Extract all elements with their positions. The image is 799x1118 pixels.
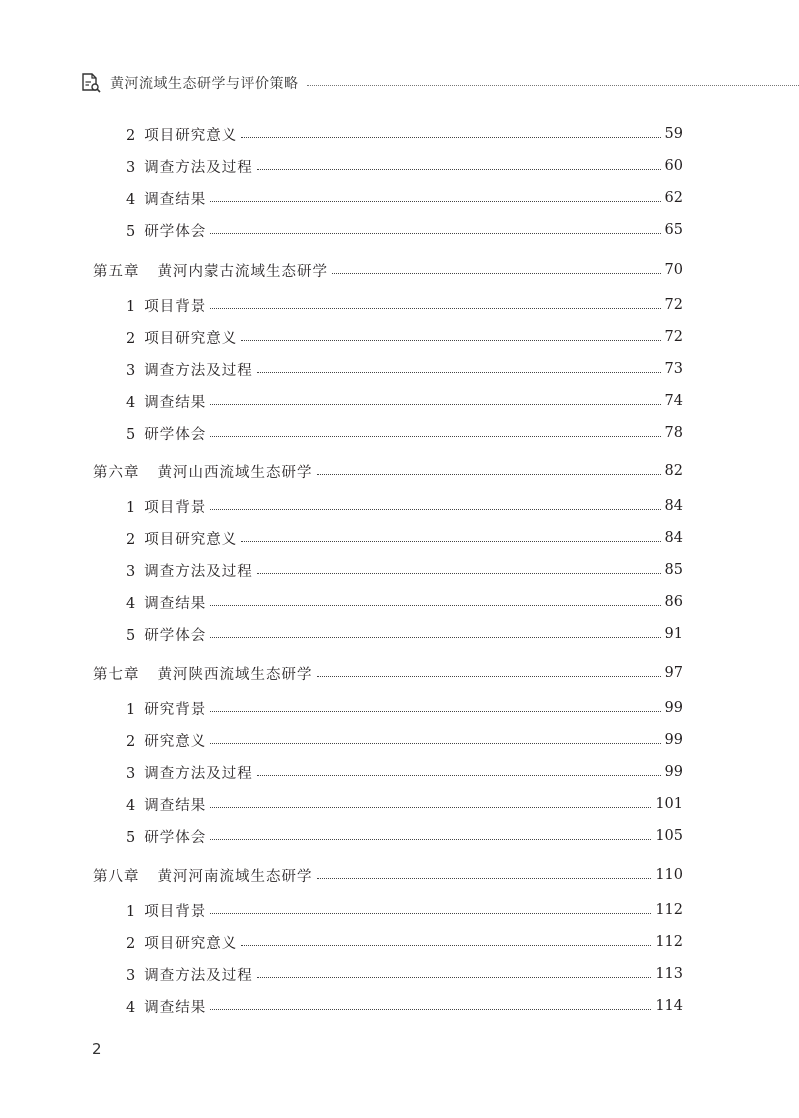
toc-section-entry[interactable]	[93, 526, 683, 550]
header-title: 黄河流域生态研学与评价策略	[110, 76, 299, 92]
toc-page-number: 112	[655, 902, 683, 918]
section-number: 2	[126, 330, 137, 347]
section-number: 2	[126, 531, 137, 548]
dot-leader	[210, 637, 660, 638]
dot-leader	[210, 404, 660, 405]
toc-section-entry[interactable]	[93, 696, 683, 720]
toc-entry-title: 研究意义	[144, 733, 207, 750]
toc-entry-label	[93, 865, 313, 886]
toc-page-number: 74	[664, 393, 683, 409]
toc-page-number: 73	[664, 361, 683, 377]
chapter-number: 第五章	[93, 263, 140, 280]
toc-section-entry[interactable]	[93, 728, 683, 752]
toc-entry-label	[93, 188, 206, 209]
toc-entry-label	[93, 932, 237, 953]
dot-leader	[210, 743, 660, 744]
toc-section-entry[interactable]	[93, 218, 683, 242]
dot-leader	[317, 474, 661, 475]
dot-leader	[241, 137, 660, 138]
toc-section-entry[interactable]	[93, 994, 683, 1018]
toc-page-number: 78	[664, 425, 683, 441]
toc-entry-title: 项目研究意义	[144, 531, 238, 548]
toc-section-entry[interactable]	[93, 389, 683, 413]
section-number: 3	[126, 967, 137, 984]
toc-page-number: 99	[664, 764, 683, 780]
toc-chapter-entry[interactable]	[93, 258, 683, 282]
toc-entry-title: 调查方法及过程	[144, 362, 253, 379]
chapter-number: 第七章	[93, 666, 140, 683]
toc-entry-label	[93, 730, 206, 751]
toc-section-entry[interactable]	[93, 122, 683, 146]
toc-entry-label	[93, 624, 206, 645]
toc-entry-title: 研学体会	[144, 223, 207, 240]
dot-leader	[241, 945, 651, 946]
section-number: 5	[126, 829, 137, 846]
section-number: 4	[126, 394, 137, 411]
toc-entry-label	[93, 528, 237, 549]
toc-entry-title: 调查方法及过程	[144, 765, 253, 782]
toc-entry-title: 研究背景	[144, 701, 207, 718]
chapter-number: 第八章	[93, 868, 140, 885]
toc-entry-title: 项目研究意义	[144, 127, 238, 144]
toc-entry-title: 调查结果	[144, 595, 207, 612]
dot-leader	[210, 839, 651, 840]
toc-section-entry[interactable]	[93, 293, 683, 317]
dot-leader	[210, 233, 660, 234]
toc-page-number: 101	[655, 796, 683, 812]
toc-entry-label	[93, 663, 313, 684]
section-number: 3	[126, 159, 137, 176]
section-number: 4	[126, 191, 137, 208]
toc-entry-title: 调查方法及过程	[144, 563, 253, 580]
dot-leader	[257, 977, 652, 978]
section-number: 3	[126, 563, 137, 580]
toc-entry-title: 项目研究意义	[144, 935, 238, 952]
toc-entry-label	[93, 900, 206, 921]
toc-page-number: 99	[664, 700, 683, 716]
dot-leader	[210, 201, 660, 202]
dot-leader	[210, 308, 660, 309]
dot-leader	[210, 605, 660, 606]
dot-leader	[257, 573, 661, 574]
toc-entry-label	[93, 391, 206, 412]
toc-page-number: 59	[664, 126, 683, 142]
toc-page-number: 114	[655, 998, 683, 1014]
toc-page-number: 82	[664, 463, 683, 479]
toc-section-entry[interactable]	[93, 590, 683, 614]
dot-leader	[241, 340, 660, 341]
toc-entry-label	[93, 794, 206, 815]
document-search-icon	[80, 72, 104, 94]
toc-entry-title: 调查结果	[144, 999, 207, 1016]
toc-page-number: 113	[655, 966, 683, 982]
toc-page-number: 99	[664, 732, 683, 748]
section-number: 2	[126, 935, 137, 952]
section-number: 3	[126, 765, 137, 782]
section-number: 5	[126, 426, 137, 443]
toc-entry-title: 调查方法及过程	[144, 967, 253, 984]
toc-chapter-entry[interactable]	[93, 863, 683, 887]
toc-page-number: 85	[664, 562, 683, 578]
toc-entry-title: 研学体会	[144, 627, 207, 644]
dot-leader	[210, 1009, 651, 1010]
page-number: 2	[92, 1040, 102, 1058]
toc-entry-label	[93, 124, 237, 145]
dot-leader	[210, 436, 660, 437]
toc-entry-title: 项目研究意义	[144, 330, 238, 347]
toc-entry-title: 项目背景	[144, 298, 207, 315]
toc-entry-title: 黄河内蒙古流域生态研学	[157, 263, 328, 280]
toc-entry-label	[93, 461, 313, 482]
toc-entry-title: 调查结果	[144, 797, 207, 814]
dot-leader	[241, 541, 660, 542]
toc-section-entry[interactable]	[93, 421, 683, 445]
section-number: 2	[126, 733, 137, 750]
toc-section-entry[interactable]	[93, 792, 683, 816]
toc-section-entry[interactable]	[93, 824, 683, 848]
toc-entry-label	[93, 560, 253, 581]
toc-page-number: 72	[664, 329, 683, 345]
running-header	[80, 70, 799, 96]
toc-section-entry[interactable]	[93, 760, 683, 784]
toc-entry-title: 黄河陕西流域生态研学	[157, 666, 313, 683]
dot-leader	[210, 913, 651, 914]
toc-entry-title: 黄河河南流域生态研学	[157, 868, 313, 885]
toc-section-entry[interactable]	[93, 494, 683, 518]
toc-entry-label	[93, 698, 206, 719]
toc-entry-title: 调查方法及过程	[144, 159, 253, 176]
section-number: 1	[126, 499, 137, 516]
toc-section-entry[interactable]	[93, 898, 683, 922]
toc-entry-label	[93, 592, 206, 613]
section-number: 4	[126, 595, 137, 612]
section-number: 4	[126, 999, 137, 1016]
toc-entry-title: 研学体会	[144, 426, 207, 443]
toc-page-number: 91	[664, 626, 683, 642]
dot-leader	[210, 509, 660, 510]
toc-section-entry[interactable]	[93, 962, 683, 986]
toc-entry-label	[93, 260, 328, 281]
toc-chapter-entry[interactable]	[93, 459, 683, 483]
toc-page-number: 112	[655, 934, 683, 950]
section-number: 3	[126, 362, 137, 379]
toc-entry-label	[93, 295, 206, 316]
dot-leader	[317, 676, 661, 677]
toc-page-number: 70	[664, 262, 683, 278]
toc-page-number: 72	[664, 297, 683, 313]
toc-entry-title: 研学体会	[144, 829, 207, 846]
toc-section-entry[interactable]	[93, 558, 683, 582]
toc-page-number: 84	[664, 498, 683, 514]
toc-entry-label	[93, 359, 253, 380]
section-number: 2	[126, 127, 137, 144]
toc-entry-title: 调查结果	[144, 394, 207, 411]
toc-entry-title: 项目背景	[144, 903, 207, 920]
toc-entry-label	[93, 496, 206, 517]
toc-page-number: 62	[664, 190, 683, 206]
dot-leader	[257, 775, 661, 776]
toc-entry-label	[93, 220, 206, 241]
toc-page-number: 84	[664, 530, 683, 546]
section-number: 1	[126, 298, 137, 315]
toc-entry-title: 项目背景	[144, 499, 207, 516]
toc-page-number: 60	[664, 158, 683, 174]
toc-entry-title: 黄河山西流域生态研学	[157, 464, 313, 481]
toc-entry-label	[93, 327, 237, 348]
toc-page-number: 110	[655, 867, 683, 883]
toc-entry-label	[93, 826, 206, 847]
dot-leader	[317, 878, 652, 879]
header-rule	[307, 85, 799, 86]
chapter-number: 第六章	[93, 464, 140, 481]
toc-entry-title: 调查结果	[144, 191, 207, 208]
toc-entry-label	[93, 423, 206, 444]
section-number: 5	[126, 627, 137, 644]
dot-leader	[332, 273, 661, 274]
toc-entry-label	[93, 156, 253, 177]
toc-section-entry[interactable]	[93, 930, 683, 954]
toc-section-entry[interactable]	[93, 154, 683, 178]
section-number: 4	[126, 797, 137, 814]
toc-section-entry[interactable]	[93, 357, 683, 381]
toc-section-entry[interactable]	[93, 325, 683, 349]
dot-leader	[210, 711, 660, 712]
toc-section-entry[interactable]	[93, 186, 683, 210]
toc-entry-label	[93, 996, 206, 1017]
dot-leader	[257, 372, 661, 373]
toc-page-number: 65	[664, 222, 683, 238]
toc-page-number: 97	[664, 665, 683, 681]
toc-page-number: 86	[664, 594, 683, 610]
dot-leader	[257, 169, 661, 170]
toc-chapter-entry[interactable]	[93, 661, 683, 685]
section-number: 1	[126, 903, 137, 920]
toc-page-number: 105	[655, 828, 683, 844]
section-number: 5	[126, 223, 137, 240]
toc-entry-label	[93, 964, 253, 985]
toc-entry-label	[93, 762, 253, 783]
toc-section-entry[interactable]	[93, 622, 683, 646]
section-number: 1	[126, 701, 137, 718]
dot-leader	[210, 807, 651, 808]
